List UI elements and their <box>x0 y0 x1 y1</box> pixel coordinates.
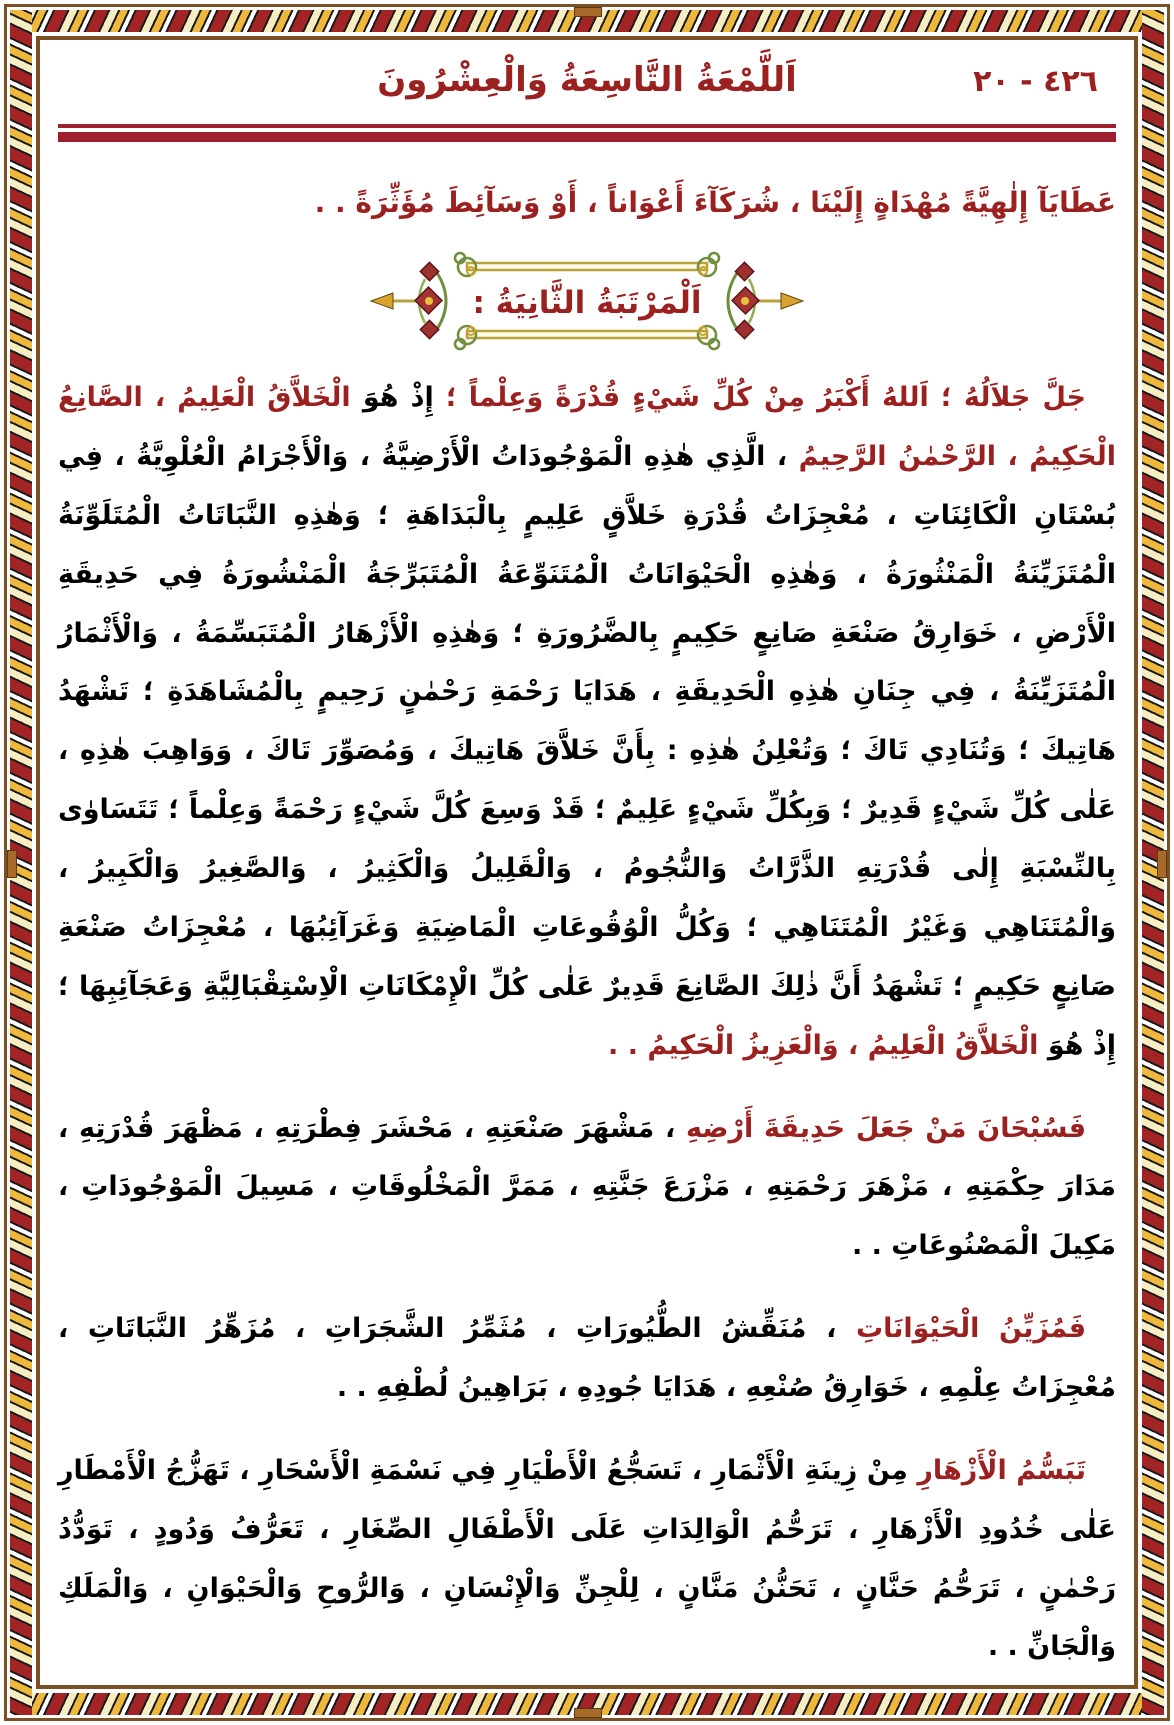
page-title: اَللَّمْعَةُ التَّاسِعَةُ وَالْعِشْرُونَ <box>377 60 797 100</box>
page-content <box>58 46 1116 1679</box>
text-run: ، مَشْهَرَ صَنْعَتِهِ ، مَحْشَرَ فِطْرَتِهِ ، مَظْهَرَ قُدْرَتِهِ ، مَدَارَ حِكْمَتِهِ ، مَزْهَرَ رَحْمَتِهِ ، مَزْرَعَ جَنَّتِهِ ، مَمَرَّ الْمَخْلُوقَاتِ ، مَسِيلَ الْمَوْجُودَاتِ ، مَكِيلَ الْمَصْنُوعَاتِ . . <box>58 1112 1116 1262</box>
text-run: مِنْ زِينَةِ الْأَثْمَارِ ، تَسَجُّعُ الْأَطْيَارِ فِي نَسْمَةِ الْأَسْحَارِ ، تَهَزُّجُ الْأَمْطَارِ عَلٰى خُدُودِ الْأَزْهَارِ ، تَرَحُّمُ الْوَالِدَاتِ عَلَى الْأَطْفَالِ الصِّغَارِ ، تَعَرُّفُ وَدُودٍ ، تَوَدُّدُ رَحْمٰنٍ ، تَرَحُّمُ حَنَّانٍ ، تَحَنُّنُ مَنَّانٍ ، لِلْجِنِّ وَالْإِنْسَانِ ، وَالرُّوحِ وَالْحَيْوَانِ ، وَالْمَلَكِ وَالْجَانِّ . . <box>58 1454 1116 1663</box>
paragraph-4 <box>58 1442 1116 1677</box>
header-rule-thin <box>58 124 1116 128</box>
page-header <box>58 60 1116 118</box>
text-run: ، مُنَقِّشُ الطُّيُورَاتِ ، مُثَمِّرُ الشَّجَرَاتِ ، مُزَهِّرُ النَّبَاتَاتِ ، مُعْجِزَاتُ عِلْمِهِ ، خَوَارِقُ صُنْعِهِ ، هَدَايَا جُودِهِ ، بَرَاهِينُ لُطْفِهِ . . <box>58 1313 1116 1403</box>
section-ornament <box>367 243 807 359</box>
emphasis-run: جَلَّ جَلاَلُهُ ؛ اَللهُ أَكْبَرُ مِنْ كُلِّ شَيْءٍ قُدْرَةً وَعِلْماً ؛ <box>433 382 1087 414</box>
emphasis-run: فَمُزَيِّنُ الْحَيْوَانَاتِ <box>855 1313 1086 1345</box>
section-heading: اَلْمَرْتَبَةُ الثَّانِيَةُ : <box>472 285 702 322</box>
border-tab-bottom <box>574 1708 602 1718</box>
emphasis-run: تَبَسُّمُ الْأَزْهَارِ <box>917 1454 1087 1486</box>
intro-line: عَطَايَآ إِلٰهِيَّةً مُهْدَاةٍ إِلَيْنَا ، شُرَكَآءَ أَعْوَاناً ، أَوْ وَسَآئِطَ مُؤَثِّرَةً . . <box>314 186 1116 219</box>
border-tab-top <box>574 7 602 17</box>
text-run: ، الَّذِي هٰذِهِ الْمَوْجُودَاتُ الْأَرْضِيَّةُ ، وَالْأَجْرَامُ الْعُلْوِيَّةُ ، فِي بُسْتَانِ الْكَائِنَاتِ ، مُعْجِزَاتُ قُدْرَةِ خَلاَّقٍ عَلِيمٍ بِالْبَدَاهَةِ ؛ وَهٰذِهِ النَّبَاتَاتُ الْمُتَلَوِّنَةُ الْمُتَزَيِّنَةُ الْمَنْثُورَةُ ، وَهٰذِهِ الْحَيْوَانَاتُ الْمُتَنَوِّعَةُ الْمُتَبَرِّجَةُ الْمَنْشُورَةُ فِي حَدِيقَةِ الْأَرْضِ ، خَوَارِقُ صَنْعَةِ صَانِعٍ حَكِيمٍ بِالضَّرُورَةِ ؛ وَهٰذِهِ الْأَزْهَارُ الْمُتَبَسِّمَةُ ، وَالْأَثْمَارُ الْمُتَزَيِّنَةُ ، فِي جِنَانِ هٰذِهِ الْحَدِيقَةِ ، هَدَايَا رَحْمَةِ رَحْمٰنٍ رَحِيمٍ بِالْمُشَاهَدَةِ ؛ تَشْهَدُ هَاتِيكَ ؛ وَتُنَادِي تَاكَ ؛ وَتُعْلِنُ هٰذِهِ : بِأَنَّ خَلاَّقَ هَاتِيكَ ، وَمُصَوِّرَ تَاكَ ، وَوَاهِبَ هٰذِهِ ، عَلٰى كُلِّ شَيْءٍ قَدِيرٌ ؛ وَبِكُلِّ شَيْءٍ عَلِيمٌ ؛ قَدْ وَسِعَ كُلَّ شَيْءٍ رَحْمَةً وَعِلْماً ؛ تَتَسَاوٰى بِالنِّسْبَةِ إِلٰى قُدْرَتِهِ الذَّرَّاتُ وَالنُّجُومُ ، وَالْقَلِيلُ وَالْكَثِيرُ ، وَالصَّغِيرُ وَالْكَبِيرُ ، وَالْمُتَنَاهِي وَغَيْرُ الْمُتَنَاهِي ؛ وَكُلُّ الْوُقُوعَاتِ الْمَاضِيَةِ وَغَرَآئِبُهَا ، مُعْجِزَاتُ صَنْعَةِ صَانِعٍ حَكِيمٍ ؛ تَشْهَدُ أَنَّ ذٰلِكَ الصَّانِعَ قَدِيرٌ عَلٰى كُلِّ الْإِمْكَانَاتِ الْاِسْتِقْبَالِيَّةِ وَعَجَآئِبِهَا ؛ إِذْ هُوَ <box>58 441 1116 1061</box>
paragraph-3 <box>58 1300 1116 1418</box>
emphasis-run: الْخَلاَّقُ الْعَلِيمُ ، وَالْعَزِيزُ الْحَكِيمُ . . <box>608 1029 1039 1061</box>
emphasis-run: الْخَلاَّقُ الْعَلِيمُ ، الصَّانِعُ الْحَكِيمُ ، الرَّحْمٰنُ الرَّحِيمُ <box>58 382 1117 473</box>
border-tab-left <box>7 850 17 878</box>
paragraph-1 <box>58 369 1116 1075</box>
header-rule-thick <box>58 132 1116 142</box>
page-number: ٤٢٦ - ٢٠ <box>973 64 1098 99</box>
paragraph-2 <box>58 1100 1116 1277</box>
border-tab-right <box>1157 850 1167 878</box>
text-run: إِذْ هُوَ <box>350 382 434 414</box>
emphasis-run: فَسُبْحَانَ مَنْ جَعَلَ حَدِيقَةَ أَرْضِهِ <box>686 1112 1086 1144</box>
